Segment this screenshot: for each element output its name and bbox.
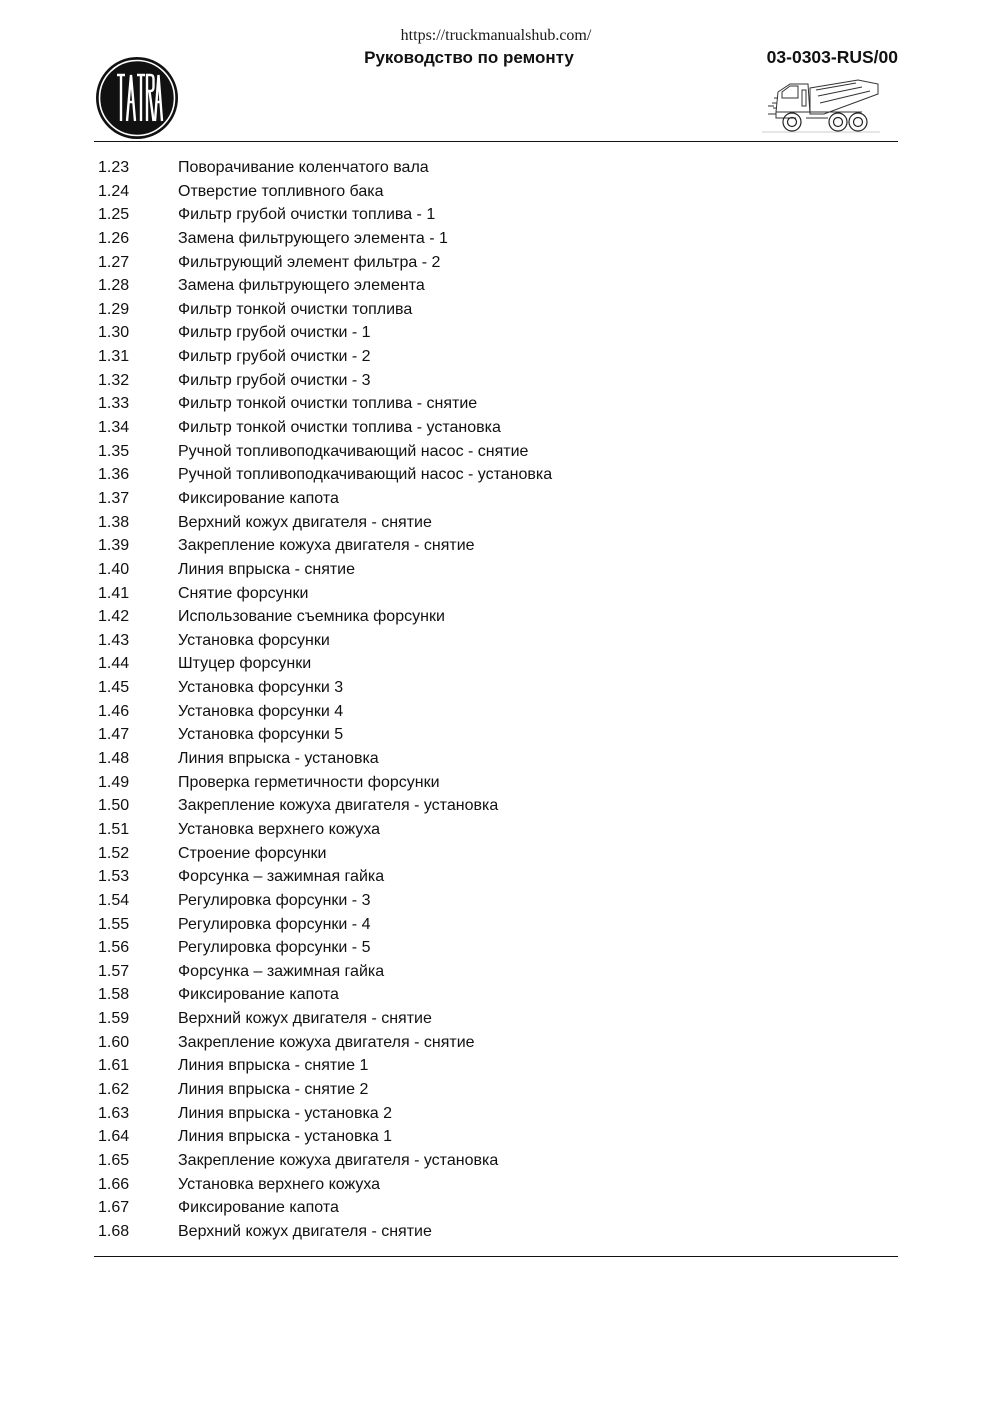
figure-list-item — [98, 180, 552, 204]
figure-list-item — [98, 392, 552, 416]
figure-number: 1.45 — [98, 679, 130, 697]
figure-number: 1.28 — [98, 277, 130, 295]
figure-number: 1.26 — [98, 229, 130, 247]
figure-number: 1.40 — [98, 560, 130, 578]
figure-list-item — [98, 345, 552, 369]
figure-list-item — [98, 1125, 552, 1149]
figure-number: 1.55 — [98, 915, 130, 933]
figure-number: 1.51 — [98, 820, 130, 838]
figure-caption: Замена фильтрующего элемента - 1 — [178, 229, 448, 247]
figure-caption: Установка форсунки 5 — [178, 726, 344, 744]
figure-caption: Установка верхнего кожуха — [178, 1175, 381, 1193]
figure-list-item — [98, 487, 552, 511]
figure-caption: Линия впрыска - снятие 1 — [178, 1057, 369, 1075]
document-title: Руководство по ремонту — [364, 48, 574, 67]
figure-caption: Отверстие топливного бака — [178, 182, 384, 200]
figure-caption: Закрепление кожуха двигателя - снятие — [178, 1033, 475, 1051]
figure-list-item — [98, 1173, 552, 1197]
figure-number: 1.37 — [98, 489, 130, 507]
figure-list-item — [98, 983, 552, 1007]
figure-caption: Фиксирование капота — [178, 986, 339, 1004]
figure-caption: Фильтр тонкой очистки топлива - установка — [178, 419, 501, 437]
figure-number: 1.68 — [98, 1222, 130, 1240]
figure-number: 1.24 — [98, 182, 130, 200]
figure-list-item — [98, 203, 552, 227]
figure-list-item — [98, 1054, 552, 1078]
figure-caption: Фильтр тонкой очистки топлива — [178, 300, 413, 318]
figure-caption: Линия впрыска - снятие — [178, 560, 356, 578]
figure-list-item — [98, 463, 552, 487]
figure-list-item — [98, 1220, 552, 1244]
figure-number: 1.35 — [98, 442, 130, 460]
figure-caption: Фильтр грубой очистки - 3 — [178, 371, 371, 389]
figure-list-item — [98, 511, 552, 535]
figure-list-item — [98, 865, 552, 889]
figure-number: 1.65 — [98, 1151, 130, 1169]
figure-caption: Фиксирование капота — [178, 489, 339, 507]
figure-number: 1.32 — [98, 371, 130, 389]
figure-list-item — [98, 156, 552, 180]
figure-number: 1.39 — [98, 537, 130, 555]
figure-list-item — [98, 1196, 552, 1220]
figure-number: 1.31 — [98, 348, 130, 366]
figure-list-item — [98, 913, 552, 937]
figure-caption: Установка форсунки 3 — [178, 679, 344, 697]
figure-caption: Установка форсунки — [178, 631, 330, 649]
figure-caption: Фильтр грубой очистки - 1 — [178, 324, 371, 342]
figure-caption: Регулировка форсунки - 3 — [178, 891, 371, 909]
figure-caption: Фильтр грубой очистки - 2 — [178, 348, 371, 366]
figure-caption: Закрепление кожуха двигателя - установка — [178, 1151, 499, 1169]
figure-list-item — [98, 676, 552, 700]
figure-number: 1.44 — [98, 655, 130, 673]
figure-list-item — [98, 1007, 552, 1031]
figure-number: 1.67 — [98, 1199, 130, 1217]
figure-list-item — [98, 369, 552, 393]
figure-list-item — [98, 960, 552, 984]
figure-caption: Линия впрыска - установка 1 — [178, 1128, 393, 1146]
figure-list-item — [98, 416, 552, 440]
figure-caption: Форсунка – зажимная гайка — [178, 962, 385, 980]
figure-number: 1.61 — [98, 1057, 130, 1075]
figure-number: 1.66 — [98, 1175, 130, 1193]
figure-list-item — [98, 629, 552, 653]
figure-caption: Верхний кожух двигателя - снятие — [178, 1010, 432, 1028]
figure-list-item — [98, 1102, 552, 1126]
figure-list-item — [98, 771, 552, 795]
figure-number: 1.29 — [98, 300, 130, 318]
figure-caption: Фиксирование капота — [178, 1199, 339, 1217]
figure-caption: Замена фильтрующего элемента — [178, 277, 425, 295]
figure-caption: Линия впрыска - снятие 2 — [178, 1080, 369, 1098]
figure-number: 1.23 — [98, 159, 130, 176]
figure-list-item — [98, 251, 552, 275]
figure-number: 1.34 — [98, 419, 130, 437]
figure-number: 1.52 — [98, 844, 130, 862]
figure-number: 1.49 — [98, 773, 130, 791]
figure-caption: Ручной топливоподкачивающий насос - установка — [178, 466, 553, 484]
figure-list — [98, 156, 552, 1243]
figure-number: 1.63 — [98, 1104, 130, 1122]
figure-caption: Использование съемника форсунки — [178, 608, 445, 626]
figure-caption: Проверка герметичности форсунки — [178, 773, 440, 791]
figure-number: 1.36 — [98, 466, 130, 484]
figure-caption: Линия впрыска - установка — [178, 750, 379, 768]
figure-list-item — [98, 274, 552, 298]
figure-caption: Закрепление кожуха двигателя - снятие — [178, 537, 475, 555]
figure-list-item — [98, 558, 552, 582]
figure-caption: Верхний кожух двигателя - снятие — [178, 1222, 432, 1240]
figure-caption: Фильтрующий элемент фильтра - 2 — [178, 253, 441, 271]
footer-divider — [94, 1256, 898, 1257]
figure-caption: Регулировка форсунки - 4 — [178, 915, 371, 933]
figure-number: 1.46 — [98, 702, 130, 720]
figure-number: 1.64 — [98, 1128, 130, 1146]
figure-number: 1.57 — [98, 962, 130, 980]
figure-caption: Снятие форсунки — [178, 584, 309, 602]
figure-caption: Штуцер форсунки — [178, 655, 312, 673]
figure-caption: Фильтр тонкой очистки топлива - снятие — [178, 395, 478, 413]
tatra-logo-icon — [95, 56, 179, 140]
figure-list-item — [98, 842, 552, 866]
figure-number: 1.56 — [98, 939, 130, 957]
source-url: https://truckmanualshub.com/ — [400, 27, 592, 44]
figure-list-item — [98, 1078, 552, 1102]
figure-number: 1.50 — [98, 797, 130, 815]
figure-number: 1.33 — [98, 395, 130, 413]
figure-list-item — [98, 298, 552, 322]
figure-number: 1.41 — [98, 584, 130, 602]
figure-number: 1.38 — [98, 513, 130, 531]
figure-list-item — [98, 321, 552, 345]
dump-truck-illustration-icon — [762, 76, 880, 136]
figure-caption: Ручной топливоподкачивающий насос - снятие — [178, 442, 529, 460]
figure-caption: Регулировка форсунки - 5 — [178, 939, 371, 957]
figure-number: 1.53 — [98, 868, 130, 886]
figure-number: 1.48 — [98, 750, 130, 768]
figure-list-item — [98, 818, 552, 842]
figure-number: 1.43 — [98, 631, 130, 649]
figure-number: 1.58 — [98, 986, 130, 1004]
figure-list-item — [98, 936, 552, 960]
figure-list-item — [98, 1149, 552, 1173]
figure-number: 1.47 — [98, 726, 130, 744]
figure-caption: Форсунка – зажимная гайка — [178, 868, 385, 886]
figure-number: 1.25 — [98, 206, 130, 224]
figure-list-item — [98, 700, 552, 724]
header-divider — [94, 141, 898, 142]
figure-list-item — [98, 227, 552, 251]
figure-list-item — [98, 652, 552, 676]
figure-caption: Строение форсунки — [178, 844, 327, 862]
figure-list-item — [98, 440, 552, 464]
figure-number: 1.60 — [98, 1033, 130, 1051]
figure-number: 1.59 — [98, 1010, 130, 1028]
figure-caption: Установка верхнего кожуха — [178, 820, 381, 838]
figure-list-item — [98, 723, 552, 747]
figure-caption: Верхний кожух двигателя - снятие — [178, 513, 432, 531]
figure-caption: Установка форсунки 4 — [178, 702, 344, 720]
figure-caption: Закрепление кожуха двигателя - установка — [178, 797, 499, 815]
figure-list-item — [98, 889, 552, 913]
figure-list-item — [98, 582, 552, 606]
document-number: 03-0303-RUS/00 — [766, 47, 898, 67]
figure-caption: Фильтр грубой очистки топлива - 1 — [178, 206, 436, 224]
figure-list-item — [98, 794, 552, 818]
figure-list-item — [98, 534, 552, 558]
figure-list-item — [98, 605, 552, 629]
figure-number: 1.54 — [98, 891, 130, 909]
figure-number: 1.42 — [98, 608, 130, 626]
figure-caption: Линия впрыска - установка 2 — [178, 1104, 393, 1122]
figure-list-item — [98, 1031, 552, 1055]
figure-caption: Поворачивание коленчатого вала — [178, 159, 429, 176]
figure-number: 1.30 — [98, 324, 130, 342]
figure-number: 1.27 — [98, 253, 130, 271]
figure-list-item — [98, 747, 552, 771]
figure-number: 1.62 — [98, 1080, 130, 1098]
